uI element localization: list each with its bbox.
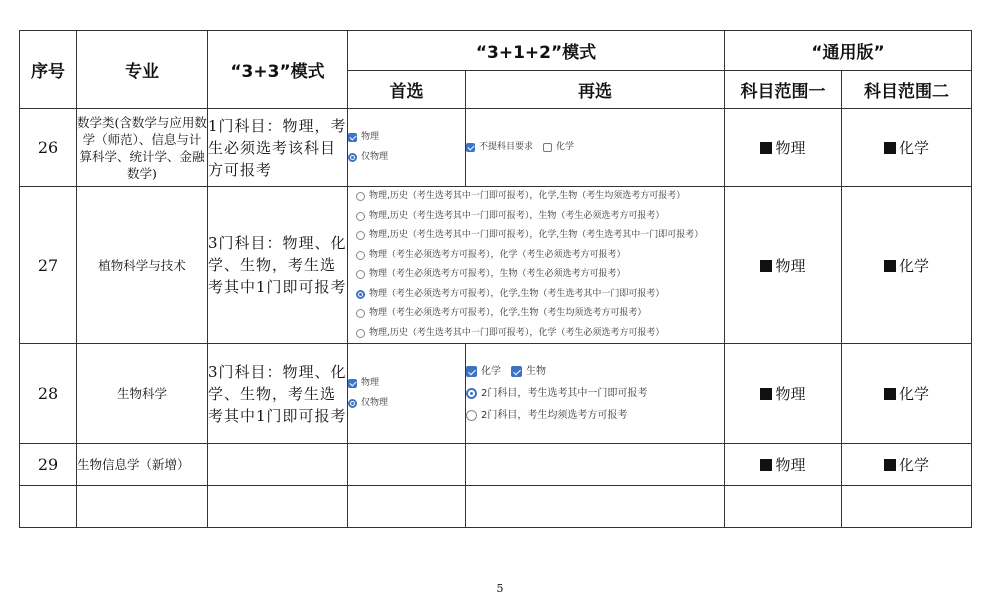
major-name: 植物科学与技术: [77, 187, 208, 344]
combination-option[interactable]: [356, 207, 724, 227]
major-name: 数学类(含数学与应用数学（师范）、信息与计算科学、统计学、金融数学): [77, 109, 208, 187]
first-choice-option[interactable]: [348, 374, 465, 394]
mode-3-3-requirement: [208, 444, 348, 486]
mode-3-3-requirement: 3门科目：物理、化学、生物，考生选考其中1门即可报考: [208, 344, 348, 444]
option-label: 仅物理: [361, 397, 389, 408]
major-name: 生物科学: [77, 344, 208, 444]
radio-selected-icon[interactable]: [356, 290, 365, 299]
radio-unselected-icon[interactable]: [356, 270, 365, 279]
radio-unselected-icon[interactable]: [466, 410, 477, 421]
range-two-cell: [842, 444, 972, 486]
range-two-value: 化学: [898, 139, 929, 157]
checkbox-checked-icon[interactable]: [511, 366, 522, 377]
range-two-cell: [842, 344, 972, 444]
range-one-cell: [725, 444, 842, 486]
black-square-icon: [884, 459, 896, 471]
second-choice-option[interactable]: [466, 361, 501, 383]
page-number: 5: [496, 582, 504, 595]
checkbox-checked-icon[interactable]: [466, 366, 477, 377]
header-mode-3-1-2: “3+1+2”模式: [348, 31, 725, 71]
option-label: 物理,历史（考生选考其中一门即可报考），化学,生物（考生均须选考方可报考）: [369, 191, 686, 201]
first-choice-cell: [348, 344, 466, 444]
second-choice-cell: [466, 344, 725, 444]
empty-cell: [20, 486, 77, 528]
second-choice-cell: [466, 444, 725, 486]
option-label: 仅物理: [361, 151, 389, 162]
range-two-value: 化学: [898, 456, 929, 474]
option-label: 物理（考生必须选考方可报考），化学,生物（考生选考其中一门即可报考）: [369, 288, 665, 299]
mode-3-3-requirement: 3门科目：物理、化学、生物，考生选考其中1门即可报考: [208, 187, 348, 344]
first-choice-cell: [348, 444, 466, 486]
black-square-icon: [760, 459, 772, 471]
range-one-value: 物理: [775, 456, 806, 474]
empty-cell: [842, 486, 972, 528]
first-choice-option[interactable]: [348, 148, 465, 168]
range-one-value: 物理: [775, 385, 806, 403]
combination-option[interactable]: [356, 304, 724, 324]
major-name: 生物信息学（新增）: [77, 444, 208, 486]
second-choice-option[interactable]: [466, 138, 533, 158]
header-major: 专业: [77, 31, 208, 109]
second-choice-rule-option[interactable]: [466, 383, 724, 405]
combination-option[interactable]: [356, 246, 724, 266]
row-number: 28: [20, 344, 77, 444]
second-choice-rule-option[interactable]: [466, 405, 724, 427]
header-first-choice: 首选: [348, 71, 466, 109]
checkbox-checked-icon[interactable]: [348, 133, 357, 142]
radio-unselected-icon[interactable]: [356, 309, 365, 318]
first-choice-option[interactable]: [348, 128, 465, 148]
combination-option[interactable]: [356, 187, 724, 207]
header-mode-3-3: “3+3”模式: [208, 31, 348, 109]
range-one-cell: [725, 187, 842, 344]
table-row-empty: [20, 486, 972, 528]
range-one-value: 物理: [775, 139, 806, 157]
radio-selected-icon[interactable]: [348, 153, 357, 162]
range-one-cell: [725, 344, 842, 444]
subject-requirements-table: [19, 30, 972, 528]
second-choice-option[interactable]: [511, 361, 546, 383]
option-label: 物理: [361, 132, 380, 142]
header-general: “通用版”: [725, 31, 972, 71]
radio-unselected-icon[interactable]: [356, 212, 365, 221]
combination-options-cell: [348, 187, 725, 344]
first-choice-cell: [348, 109, 466, 187]
checkbox-checked-icon[interactable]: [348, 379, 357, 388]
option-label: 物理（考生必须选考方可报考），化学（考生必须选考方可报考）: [369, 249, 626, 260]
range-one-value: 物理: [775, 256, 806, 275]
header-seq: 序号: [20, 31, 77, 109]
black-square-icon: [760, 388, 772, 400]
option-label: 不提科目要求: [479, 141, 534, 152]
combination-option[interactable]: [356, 324, 724, 344]
table-row: [20, 109, 972, 187]
row-number: 29: [20, 444, 77, 486]
combination-option[interactable]: [356, 265, 724, 285]
black-square-icon: [884, 260, 896, 272]
radio-selected-icon[interactable]: [466, 388, 477, 399]
table-row: [20, 444, 972, 486]
option-label: 物理,历史（考生选考其中一门即可报考），化学（考生必须选考方可报考）: [369, 327, 665, 338]
header-range-one: 科目范围一: [725, 71, 842, 109]
black-square-icon: [884, 142, 896, 154]
range-two-value: 化学: [898, 256, 929, 275]
empty-cell: [208, 486, 348, 528]
radio-unselected-icon[interactable]: [356, 251, 365, 260]
option-label: 化学: [481, 365, 501, 377]
empty-cell: [466, 486, 725, 528]
black-square-icon: [760, 260, 772, 272]
header-second-choice: 再选: [466, 71, 725, 109]
option-label: 化学: [556, 141, 575, 152]
option-label: 物理,历史（考生选考其中一门即可报考），化学,生物（考生选考其中一门即可报考）: [369, 230, 704, 240]
black-square-icon: [884, 388, 896, 400]
option-label: 物理（考生必须选考方可报考），化学,生物（考生均须选考方可报考）: [369, 308, 647, 318]
range-two-cell: [842, 187, 972, 344]
second-choice-option[interactable]: [543, 138, 574, 158]
option-label: 生物: [526, 365, 546, 377]
radio-unselected-icon[interactable]: [356, 231, 365, 240]
combination-option[interactable]: [356, 226, 724, 246]
radio-unselected-icon[interactable]: [356, 192, 365, 201]
option-label: 物理,历史（考生选考其中一门即可报考），生物（考生必须选考方可报考）: [369, 210, 665, 221]
combination-option[interactable]: [356, 285, 724, 305]
option-label: 物理: [361, 378, 380, 388]
option-label: 2门科目，考生选考其中一门即可报考: [481, 387, 648, 399]
empty-cell: [77, 486, 208, 528]
row-number: 27: [20, 187, 77, 344]
radio-unselected-icon[interactable]: [356, 329, 365, 338]
checkbox-checked-icon[interactable]: [466, 143, 475, 152]
range-two-value: 化学: [898, 385, 929, 403]
table-row: [20, 344, 972, 444]
empty-cell: [725, 486, 842, 528]
header-range-two: 科目范围二: [842, 71, 972, 109]
checkbox-unchecked-icon[interactable]: [543, 143, 552, 152]
radio-selected-icon[interactable]: [348, 399, 357, 408]
mode-3-3-requirement: 1门科目：物理，考生必须选考该科目方可报考: [208, 109, 348, 187]
empty-cell: [348, 486, 466, 528]
black-square-icon: [760, 142, 772, 154]
table-row: [20, 187, 972, 344]
option-label: 物理（考生必须选考方可报考），生物（考生必须选考方可报考）: [369, 269, 626, 279]
first-choice-option[interactable]: [348, 394, 465, 414]
option-label: 2门科目，考生均须选考方可报考: [481, 409, 628, 421]
second-choice-cell: [466, 109, 725, 187]
row-number: 26: [20, 109, 77, 187]
range-two-cell: [842, 109, 972, 187]
range-one-cell: [725, 109, 842, 187]
